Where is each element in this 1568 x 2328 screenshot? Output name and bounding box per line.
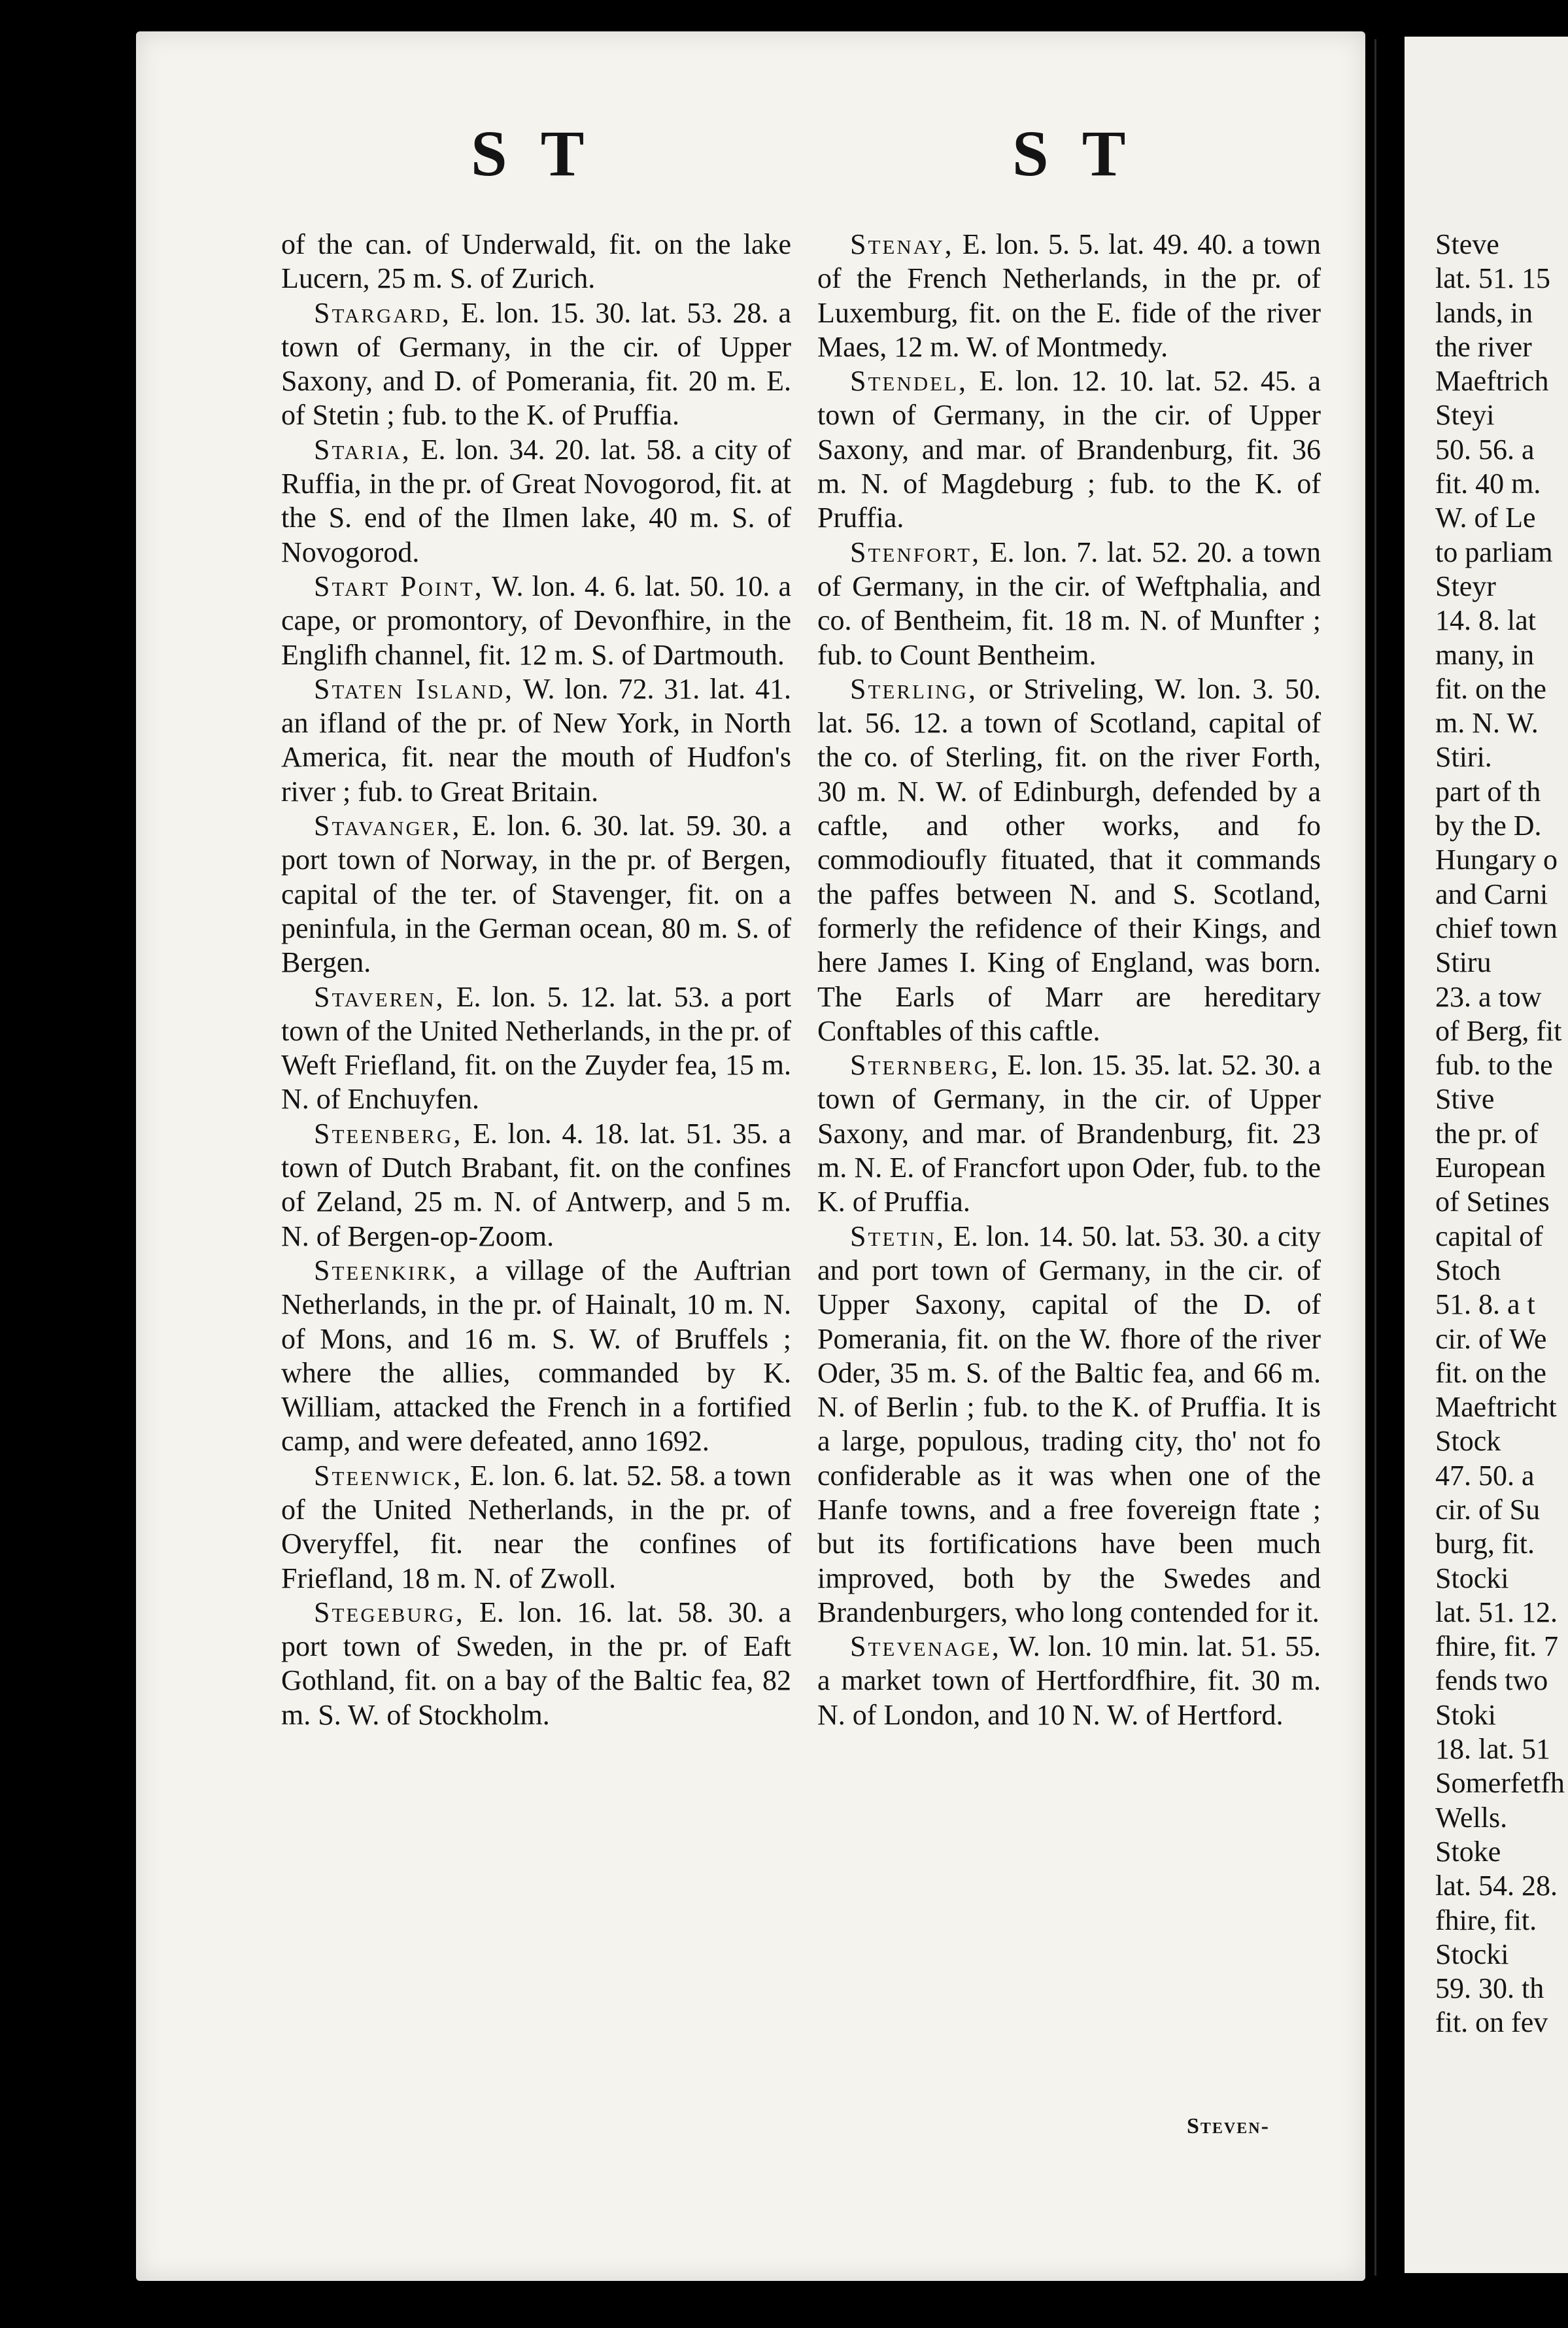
right-column-fragment	[1435, 228, 1568, 2040]
entry-text: E. lon. 15. 35. lat. 52. 30. a town of Germany, in the cir. of Upper Saxony, and mar. of Brandenburg, fit. 23 m. N. E. of Francfort upon Oder, fub. to the K. of Pruffia.	[817, 1049, 1321, 1218]
facing-page-line: burg, fit.	[1435, 1528, 1535, 1560]
gazetteer-entry	[281, 228, 791, 296]
gazetteer-entry	[281, 570, 791, 672]
facing-page-line: fit. 40 m.	[1435, 468, 1541, 500]
gazetteer-entry	[817, 228, 1321, 364]
facing-page-line: cir. of We	[1435, 1322, 1547, 1355]
entry-text: E. lon. 7. lat. 52. 20. a town of Germany, in the cir. of Weftphalia, and co. of Bentheim, fit. 18 m. N. of Munfter ; fub. to Count Bentheim.	[817, 536, 1321, 671]
entry-text: E. lon. 4. 18. lat. 51. 35. a town of Dutch Brabant, fit. on the confines of Zeland, 25 m. N. of Antwerp, and 5 m. N. of Bergen-op-Zoom.	[281, 1117, 791, 1252]
running-head-middle: S T	[1012, 117, 1135, 190]
gazetteer-entry	[817, 1220, 1321, 1630]
entry-text: E. lon. 5. 5. lat. 49. 40. a town of the French Netherlands, in the pr. of Luxemburg, fit. on the E. fide of the river Maes, 12 m. W. of Montmedy.	[817, 228, 1321, 363]
facing-page-line: 51. 8. a t	[1435, 1288, 1535, 1321]
facing-page-line: fub. to the	[1435, 1049, 1553, 1082]
entry-text: W. lon. 10 min. lat. 51. 55. a market town of Hertfordfhire, fit. 30 m. N. of London, and 10 N. W. of Hertford.	[817, 1630, 1321, 1731]
facing-page-line: cir. of Su	[1435, 1493, 1541, 1526]
entry-headword: Steenberg,	[314, 1117, 463, 1150]
entry-text: E. lon. 5. 12. lat. 53. a port town of the United Netherlands, in the pr. of Weft Friefland, fit. on the Zuyder fea, 15 m. N. of Enchuyfen.	[281, 980, 791, 1116]
catchword: Steven-	[1187, 2114, 1270, 2138]
facing-page-line: to parliam	[1435, 536, 1553, 568]
entry-text: E. lon. 12. 10. lat. 52. 45. a town of Germany, in the cir. of Upper Saxony, and mar. of Brandenburg, fit. 36 m. N. of Magdeburg ; fub. to the K. of Pruffia.	[817, 365, 1321, 534]
entry-headword: Stenay,	[850, 228, 954, 260]
facing-page-line: lat. 51. 15	[1435, 262, 1550, 295]
entry-headword: Stenfort,	[850, 536, 981, 568]
facing-page-line: fit. on the	[1435, 1356, 1546, 1389]
page-gutter-edge	[1374, 39, 1376, 2276]
facing-page-line: 59. 30. th	[1435, 1972, 1544, 2005]
facing-page-line: of Setines	[1435, 1186, 1550, 1218]
entry-headword: Stegeburg,	[314, 1596, 465, 1628]
facing-page-line: of Berg, fit	[1435, 1014, 1562, 1047]
left-column	[281, 228, 791, 1732]
entry-headword: Stevenage,	[850, 1630, 1001, 1663]
entry-text: a village of the Auftrian Netherlands, in the pr. of Hainalt, 10 m. N. of Mons, and 16 m. S. W. of Bruffels ; where the allies, commanded by K. William, attacked the French in a fortified camp, and were defeated, anno 1692.	[281, 1254, 791, 1458]
facing-page-line: 18. lat. 51	[1435, 1733, 1550, 1766]
facing-page-line: Stocki	[1435, 1938, 1509, 1970]
entry-headword: Steenwick,	[314, 1459, 463, 1492]
facing-page-line: Stoke	[1435, 1835, 1501, 1868]
entry-headword: Stendel,	[850, 365, 968, 398]
gazetteer-entry	[817, 1630, 1321, 1732]
facing-page-line: Stoki	[1435, 1698, 1496, 1731]
gazetteer-entry	[817, 1048, 1321, 1219]
entry-headword: Staveren,	[314, 980, 445, 1013]
gazetteer-entry	[817, 364, 1321, 535]
middle-column	[817, 228, 1321, 1732]
facing-page-line: fhire, fit.	[1435, 1904, 1537, 1936]
entry-headword: Sterling,	[850, 672, 978, 705]
running-head-left: S T	[471, 117, 594, 190]
facing-page-line: Stock	[1435, 1425, 1501, 1458]
gazetteer-entry	[281, 296, 791, 433]
gazetteer-entry	[281, 1596, 791, 1732]
facing-page-line: European	[1435, 1152, 1546, 1184]
facing-page-line: Steyi	[1435, 399, 1495, 432]
gazetteer-entry	[281, 1459, 791, 1596]
gazetteer-entry	[281, 1254, 791, 1459]
facing-page-line: Stocki	[1435, 1562, 1509, 1594]
facing-page-line: fhire, fit. 7	[1435, 1630, 1559, 1663]
entry-text: E. lon. 34. 20. lat. 58. a city of Ruffia, in the pr. of Great Novogorod, fit. at the S. end of the Ilmen lake, 40 m. S. of Novogorod.	[281, 433, 791, 568]
entry-headword: Stavanger,	[314, 810, 462, 842]
gazetteer-entry	[281, 672, 791, 809]
gazetteer-entry	[817, 672, 1321, 1048]
entry-text: of the can. of Underwald, fit. on the lake Lucern, 25 m. S. of Zurich.	[281, 228, 791, 295]
gazetteer-entry	[281, 433, 791, 570]
facing-page-line: fit. on the	[1435, 672, 1546, 705]
entry-headword: Stetin,	[850, 1220, 946, 1252]
entry-text: E. lon. 15. 30. lat. 53. 28. a town of Germany, in the cir. of Upper Saxony, and D. of Pomerania, fit. 20 m. E. of Stetin ; fub. to the K. of Pruffia.	[281, 296, 791, 432]
facing-page-line: Stive	[1435, 1083, 1495, 1116]
facing-page-line: and Carni	[1435, 878, 1548, 910]
entry-headword: Staria,	[314, 433, 411, 466]
facing-page-line: Hungary o	[1435, 844, 1558, 876]
entry-headword: Steenkirk,	[314, 1254, 458, 1286]
entry-text: W. lon. 72. 31. lat. 41. an ifland of the pr. of New York, in North America, fit. near the mouth of Hudfon's river ; fub. to Great Britain.	[281, 672, 791, 808]
entry-headword: Start Point,	[314, 570, 484, 602]
facing-page-line: lat. 54. 28.	[1435, 1870, 1558, 1902]
facing-page-line: W. of Le	[1435, 502, 1536, 534]
facing-page-line: the river	[1435, 330, 1532, 363]
facing-page-line: Somerfetfh	[1435, 1767, 1565, 1800]
facing-page-line: many, in	[1435, 638, 1535, 671]
facing-page-line: lat. 51. 12.	[1435, 1596, 1558, 1628]
facing-page-line: Wells.	[1435, 1801, 1508, 1834]
entry-headword: Stargard,	[314, 296, 451, 329]
facing-page-line: 14. 8. lat	[1435, 604, 1536, 637]
facing-page-line: Stiru	[1435, 946, 1491, 979]
entry-text: E. lon. 14. 50. lat. 53. 30. a city and port town of Germany, in the cir. of Upper Saxony, capital of the D. of Pomerania, fit. on the W. fhore of the river Oder, 35 m. S. of the Baltic fea, and 66 m. N. of Berlin ; fub. to the K. of Pruffia. It is a large, populous, trading city, tho' not fo confiderable as it was when one of the Hanfe towns, and a free fovereign ftate ; but its fortifications have been much improved, both by the Swedes and Brandenburgers, who long contended for it.	[817, 1220, 1321, 1628]
facing-page-line: capital of	[1435, 1220, 1543, 1252]
facing-page-line: Stiri.	[1435, 741, 1492, 774]
entry-headword: Sternberg,	[850, 1049, 1000, 1082]
facing-page-line: Steve	[1435, 228, 1499, 260]
gazetteer-entry	[281, 1117, 791, 1254]
gazetteer-entry	[817, 536, 1321, 672]
facing-page-line: Maeftrich	[1435, 365, 1549, 398]
entry-text: or Striveling, W. lon. 3. 50. lat. 56. 12. a town of Scotland, capital of the co. of Sterling, fit. on the river Forth, 30 m. N. W. of Edinburgh, defended by a caftle, and other works, and fo commodioufly fituated, that it commands the paffes between N. and S. Scotland, formerly the refidence of their Kings, and here James I. King of England, was born. The Earls of Marr are hereditary Conftables of this caftle.	[817, 672, 1321, 1047]
facing-page-line: fit. on fev	[1435, 2006, 1548, 2039]
facing-page-line: the pr. of	[1435, 1117, 1539, 1150]
facing-page-line: chief town	[1435, 912, 1558, 944]
facing-page-line: m. N. W.	[1435, 707, 1539, 740]
gazetteer-entry	[281, 809, 791, 980]
facing-page-line: part of th	[1435, 775, 1541, 808]
gazetteer-entry	[281, 980, 791, 1117]
facing-page-line: 50. 56. a	[1435, 433, 1535, 466]
entry-text: E. lon. 6. 30. lat. 59. 30. a port town of Norway, in the pr. of Bergen, capital of the ter. of Stavenger, fit. on a peninfula, in the German ocean, 80 m. S. of Bergen.	[281, 810, 791, 979]
facing-page-line: by the D.	[1435, 810, 1542, 842]
entry-headword: Staten Island,	[314, 672, 514, 705]
facing-page-line: 23. a tow	[1435, 980, 1542, 1013]
facing-page-line: 47. 50. a	[1435, 1459, 1535, 1492]
entry-text: E. lon. 16. lat. 58. 30. a port town of Sweden, in the pr. of Eaft Gothland, fit. on a bay of the Baltic fea, 82 m. S. W. of Stockholm.	[281, 1596, 791, 1731]
entry-text: W. lon. 4. 6. lat. 50. 10. a cape, or promontory, of Devonfhire, in the Englifh channel, fit. 12 m. S. of Dartmouth.	[281, 570, 791, 671]
facing-page-line: fends two	[1435, 1664, 1548, 1697]
facing-page-line: lands, in	[1435, 296, 1533, 329]
facing-page-line: Stoch	[1435, 1254, 1501, 1286]
entry-text: E. lon. 6. lat. 52. 58. a town of the United Netherlands, in the pr. of Overyffel, fit. near the confines of Friefland, 18 m. N. of Zwoll.	[281, 1459, 791, 1594]
facing-page-line: Maeftricht	[1435, 1391, 1557, 1424]
facing-page-line: Steyr	[1435, 570, 1496, 602]
